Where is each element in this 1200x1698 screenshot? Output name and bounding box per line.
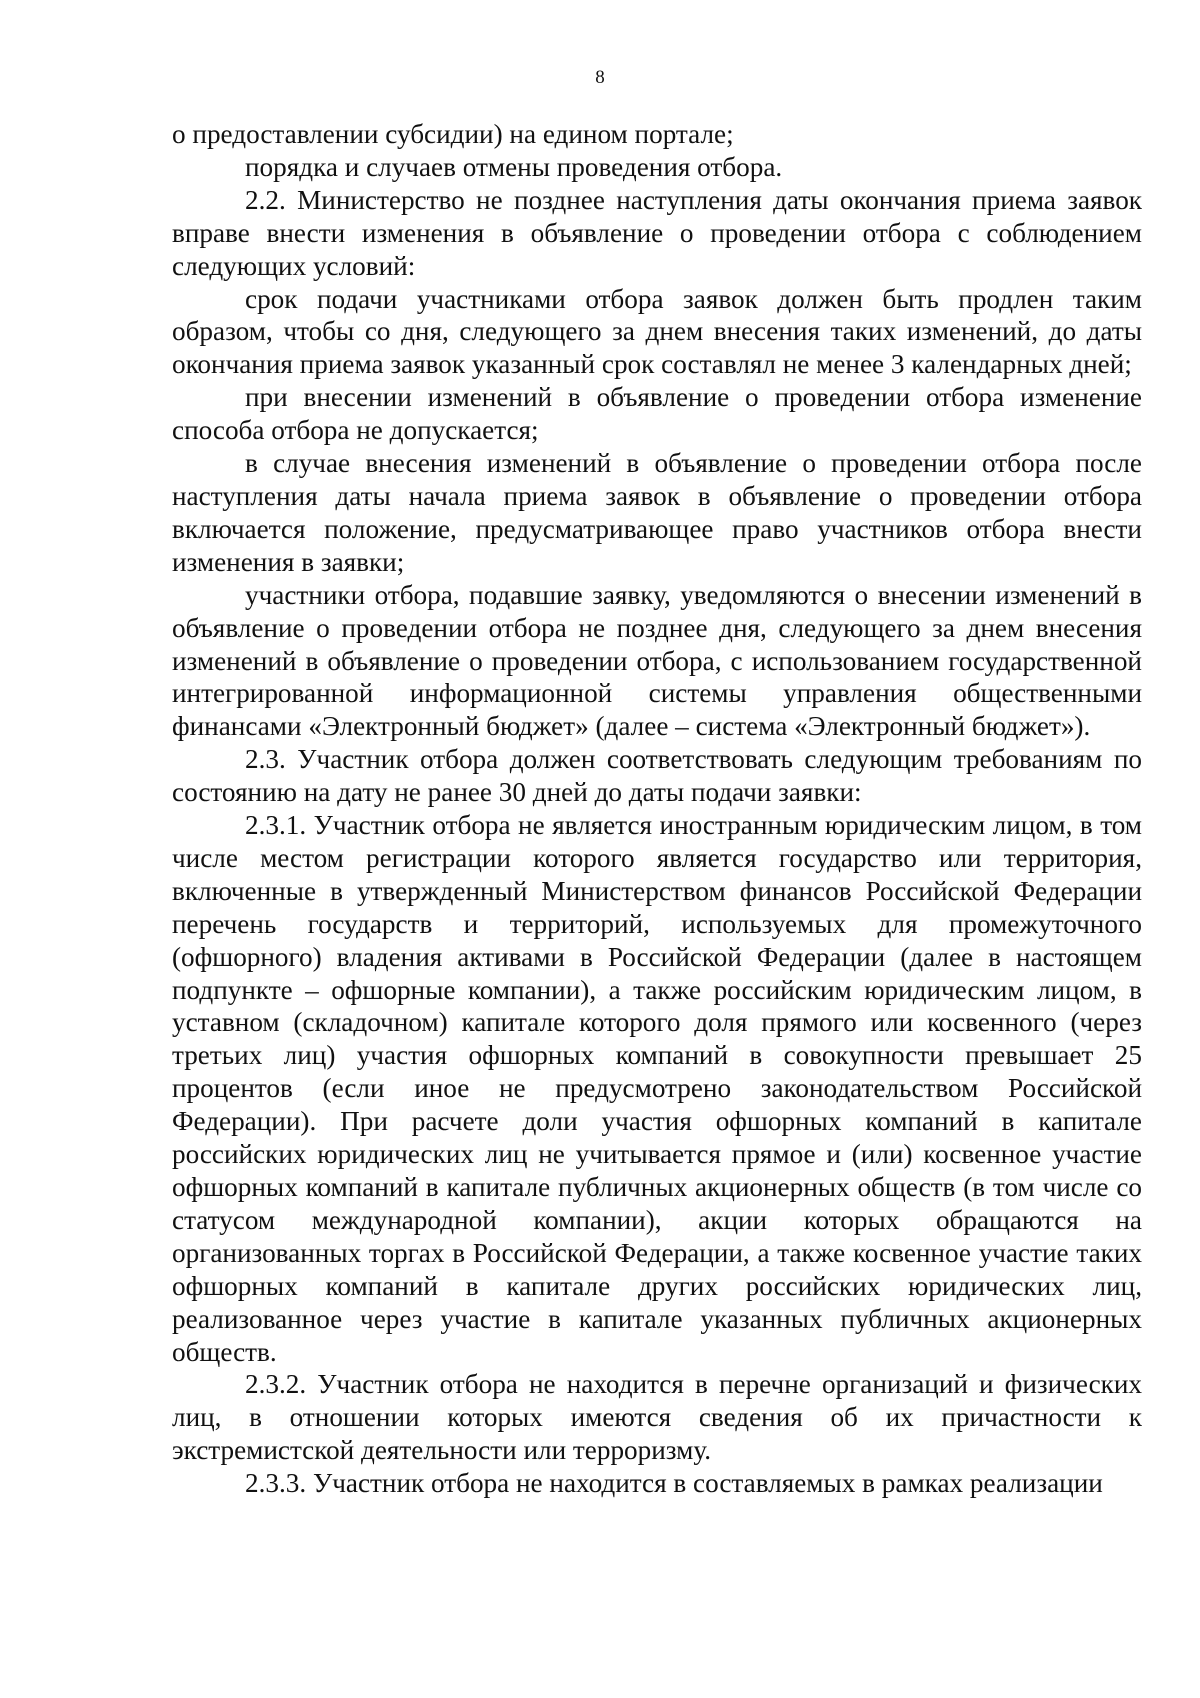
paragraph: срок подачи участниками отбора заявок должен быть продлен таким образом, чтобы со дня, следующего за днем внесения таких изменений, до даты окончания приема заявок указанный срок составлял не менее 3 календарных дней; <box>172 283 1142 380</box>
paragraph: при внесении изменений в объявление о проведении отбора изменение способа отбора не допускается; <box>172 382 1142 446</box>
paragraph-continuation: о предоставлении субсидии) на едином портале; <box>172 119 734 149</box>
paragraph: порядка и случаев отмены проведения отбора. <box>245 151 783 182</box>
paragraph: участники отбора, подавшие заявку, уведомляются о внесении изменений в объявление о проведении отбора не позднее дня, следующего за днем внесения изменений в объявление о проведении отбора, с использованием государственной интегрированной информационной системы управления общественными финансами «Электронный бюджет» (далее – система «Электронный бюджет»). <box>172 579 1142 742</box>
page-number: 8 <box>595 67 605 88</box>
paragraph: в случае внесения изменений в объявление о проведении отбора после наступления даты начала приема заявок в объявление о проведении отбора включается положение, предусматривающее право участников отбора внести изменения в заявки; <box>172 448 1142 577</box>
paragraph-2-2: 2.2. Министерство не позднее наступления даты окончания приема заявок вправе внести изменения в объявление о проведении отбора с соблюдением следующих условий: <box>172 184 1142 281</box>
paragraph-2-3: 2.3. Участник отбора должен соответствовать следующим требованиям по состоянию на дату не ранее 30 дней до даты подачи заявки: <box>172 744 1142 808</box>
paragraph-2-3-3: 2.3.3. Участник отбора не находится в составляемых в рамках реализации <box>245 1468 1103 1499</box>
paragraph-2-3-1: 2.3.1. Участник отбора не является иностранным юридическим лицом, в том числе местом регистрации которого является государство или территория, включенные в утвержденный Министерством финансов Российской Федерации перечень государств и территорий, используемых для промежуточного (офшорного) владения активами в Российской Федерации (далее в настоящем подпункте – офшорные компании), а также российским юридическим лицом, в уставном (складочном) капитале которого доля прямого или косвенного (через третьих лиц) участия офшорных компаний в совокупности превышает 25 процентов (если иное не предусмотрено законодательством Российской Федерации). При расчете доли участия офшорных компаний в капитале российских юридических лиц не учитывается прямое и (или) косвенное участие офшорных компаний в капитале публичных акционерных обществ (в том числе со статусом международной компании), акции которых обращаются на организованных торгах в Российской Федерации, а также косвенное участие таких офшорных компаний в капитале других российских юридических лиц, реализованное через участие в капитале указанных публичных акционерных обществ. <box>172 810 1142 1367</box>
document-body <box>172 118 1142 1500</box>
paragraph-2-3-2: 2.3.2. Участник отбора не находится в перечне организаций и физических лиц, в отношении которых имеются сведения об их причастности к экстремистской деятельности или терроризму. <box>172 1369 1142 1466</box>
